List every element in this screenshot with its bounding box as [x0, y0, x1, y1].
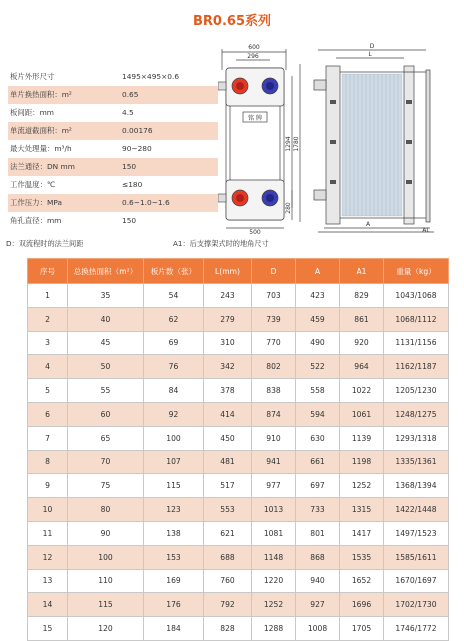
- table-row: [28, 498, 449, 522]
- table-cell: 75: [68, 474, 144, 498]
- table-cell: 76: [144, 355, 204, 379]
- spec-table-container: [27, 258, 448, 641]
- table-cell: 176: [144, 593, 204, 617]
- table-cell: 770: [252, 331, 296, 355]
- table-header-cell: D: [252, 259, 296, 284]
- table-header-cell: 板片数（张）: [144, 259, 204, 284]
- table-cell: 828: [204, 617, 252, 641]
- spec-label: 板片外形尺寸: [10, 72, 55, 81]
- table-cell: 630: [296, 426, 340, 450]
- table-cell: 1335/1361: [384, 450, 449, 474]
- table-cell: 15: [28, 617, 68, 641]
- table-row: [28, 426, 449, 450]
- table-cell: 40: [68, 307, 144, 331]
- note-d: D：双流程时的法兰间距: [6, 239, 84, 248]
- table-cell: 522: [296, 355, 340, 379]
- table-cell: 874: [252, 402, 296, 426]
- table-cell: 703: [252, 284, 296, 308]
- table-cell: 1061: [340, 402, 384, 426]
- spec-value: 150: [122, 216, 137, 225]
- table-cell: 868: [296, 545, 340, 569]
- table-cell: 733: [296, 498, 340, 522]
- table-cell: 153: [144, 545, 204, 569]
- spec-table: [27, 258, 449, 641]
- table-cell: 69: [144, 331, 204, 355]
- table-cell: 920: [340, 331, 384, 355]
- table-cell: 1139: [340, 426, 384, 450]
- spec-row: [8, 194, 218, 212]
- dim-1294: 1294: [285, 136, 292, 152]
- table-cell: 594: [296, 402, 340, 426]
- table-cell: 977: [252, 474, 296, 498]
- table-cell: 9: [28, 474, 68, 498]
- table-cell: 62: [144, 307, 204, 331]
- table-cell: 1198: [340, 450, 384, 474]
- table-cell: 107: [144, 450, 204, 474]
- table-cell: 11: [28, 521, 68, 545]
- table-cell: 1068/1112: [384, 307, 449, 331]
- table-cell: 55: [68, 379, 144, 403]
- spec-row: [8, 158, 218, 176]
- label-L: L: [368, 51, 372, 58]
- table-row: [28, 521, 449, 545]
- spec-value: 0.65: [122, 90, 139, 99]
- table-cell: 1702/1730: [384, 593, 449, 617]
- table-cell: 829: [340, 284, 384, 308]
- table-row: [28, 284, 449, 308]
- table-cell: 490: [296, 331, 340, 355]
- spec-value: ≤180: [122, 180, 143, 189]
- table-cell: 1008: [296, 617, 340, 641]
- table-cell: 14: [28, 593, 68, 617]
- spec-row: [8, 176, 218, 194]
- table-header-cell: 序号: [28, 259, 68, 284]
- table-cell: 1368/1394: [384, 474, 449, 498]
- nameplate-label: 铭 牌: [248, 115, 262, 122]
- table-cell: 1162/1187: [384, 355, 449, 379]
- table-cell: 169: [144, 569, 204, 593]
- table-cell: 115: [144, 474, 204, 498]
- table-cell: 378: [204, 379, 252, 403]
- plate-pack: [342, 74, 402, 216]
- table-cell: 964: [340, 355, 384, 379]
- spec-list: [8, 68, 218, 230]
- table-header-cell: A: [296, 259, 340, 284]
- table-cell: 243: [204, 284, 252, 308]
- table-cell: 12: [28, 545, 68, 569]
- table-cell: 1652: [340, 569, 384, 593]
- table-cell: 910: [252, 426, 296, 450]
- table-cell: 1081: [252, 521, 296, 545]
- table-cell: 84: [144, 379, 204, 403]
- spec-value: 0.00176: [122, 126, 153, 135]
- table-cell: 1696: [340, 593, 384, 617]
- spec-label: 角孔直径：mm: [10, 216, 62, 225]
- table-cell: 1043/1068: [384, 284, 449, 308]
- spec-label: 单片换热面积：m²: [10, 90, 72, 99]
- table-cell: 60: [68, 402, 144, 426]
- table-cell: 927: [296, 593, 340, 617]
- table-cell: 801: [296, 521, 340, 545]
- spec-value: 90~280: [122, 144, 152, 153]
- table-cell: 459: [296, 307, 340, 331]
- spec-label: 工作温度：℃: [10, 180, 56, 189]
- spec-label: 工作压力：MPa: [10, 198, 62, 207]
- table-header-cell: L(mm): [204, 259, 252, 284]
- table-cell: 342: [204, 355, 252, 379]
- table-cell: 414: [204, 402, 252, 426]
- note-a1: A1：后支撑架式时的地角尺寸: [173, 239, 269, 248]
- table-header-row: [28, 259, 449, 284]
- table-cell: 90: [68, 521, 144, 545]
- table-cell: 100: [144, 426, 204, 450]
- spec-row: [8, 122, 218, 140]
- table-header-cell: A1: [340, 259, 384, 284]
- page-title: BR0.65系列: [193, 14, 271, 29]
- table-cell: 1315: [340, 498, 384, 522]
- table-cell: 621: [204, 521, 252, 545]
- table-cell: 92: [144, 402, 204, 426]
- table-row: [28, 307, 449, 331]
- table-cell: 802: [252, 355, 296, 379]
- dim-296: 296: [247, 53, 259, 60]
- table-cell: 688: [204, 545, 252, 569]
- table-cell: 6: [28, 402, 68, 426]
- table-cell: 115: [68, 593, 144, 617]
- table-cell: 481: [204, 450, 252, 474]
- table-cell: 4: [28, 355, 68, 379]
- table-cell: 5: [28, 379, 68, 403]
- dim-280: 280: [285, 202, 292, 214]
- table-cell: 54: [144, 284, 204, 308]
- table-cell: 558: [296, 379, 340, 403]
- table-cell: 760: [204, 569, 252, 593]
- table-header-cell: 重量（kg）: [384, 259, 449, 284]
- table-cell: 1293/1318: [384, 426, 449, 450]
- table-cell: 739: [252, 307, 296, 331]
- table-cell: 8: [28, 450, 68, 474]
- table-cell: 3: [28, 331, 68, 355]
- table-cell: 1205/1230: [384, 379, 449, 403]
- table-cell: 123: [144, 498, 204, 522]
- table-row: [28, 569, 449, 593]
- table-header-cell: 总换热面积（m²）: [68, 259, 144, 284]
- spec-label: 法兰通径：DN mm: [10, 162, 75, 171]
- table-cell: 1705: [340, 617, 384, 641]
- table-cell: 861: [340, 307, 384, 331]
- dim-500: 500: [249, 229, 261, 234]
- table-cell: 941: [252, 450, 296, 474]
- spec-value: 4.5: [122, 108, 134, 117]
- spec-value: 0.6~1.0~1.6: [122, 198, 170, 207]
- table-cell: 661: [296, 450, 340, 474]
- table-cell: 100: [68, 545, 144, 569]
- table-cell: 35: [68, 284, 144, 308]
- table-cell: 792: [204, 593, 252, 617]
- table-cell: 279: [204, 307, 252, 331]
- table-row: [28, 593, 449, 617]
- table-cell: 310: [204, 331, 252, 355]
- table-cell: 184: [144, 617, 204, 641]
- table-cell: 697: [296, 474, 340, 498]
- table-cell: 1252: [340, 474, 384, 498]
- table-cell: 838: [252, 379, 296, 403]
- table-cell: 2: [28, 307, 68, 331]
- table-cell: 1: [28, 284, 68, 308]
- spec-value: 1495×495×0.6: [122, 72, 180, 81]
- table-row: [28, 355, 449, 379]
- table-cell: 120: [68, 617, 144, 641]
- table-cell: 65: [68, 426, 144, 450]
- dim-1780: 1780: [293, 136, 300, 152]
- spec-value: 150: [122, 162, 137, 171]
- table-cell: 1288: [252, 617, 296, 641]
- label-A: A: [365, 221, 371, 228]
- table-cell: 1220: [252, 569, 296, 593]
- table-cell: 940: [296, 569, 340, 593]
- spec-label: 板间距：mm: [10, 108, 54, 117]
- table-cell: 1131/1156: [384, 331, 449, 355]
- table-row: [28, 379, 449, 403]
- table-cell: 10: [28, 498, 68, 522]
- table-cell: 1746/1772: [384, 617, 449, 641]
- table-cell: 1585/1611: [384, 545, 449, 569]
- spec-row: [8, 140, 218, 158]
- table-cell: 110: [68, 569, 144, 593]
- table-cell: 1022: [340, 379, 384, 403]
- label-AL: AL: [422, 227, 430, 234]
- spec-label: 最大处理量：m³/h: [10, 144, 72, 153]
- table-cell: 1417: [340, 521, 384, 545]
- table-cell: 1422/1448: [384, 498, 449, 522]
- table-cell: 517: [204, 474, 252, 498]
- table-cell: 1248/1275: [384, 402, 449, 426]
- table-row: [28, 545, 449, 569]
- table-row: [28, 331, 449, 355]
- table-cell: 7: [28, 426, 68, 450]
- table-cell: 45: [68, 331, 144, 355]
- table-cell: 1013: [252, 498, 296, 522]
- technical-drawing: [218, 40, 458, 234]
- table-cell: 1497/1523: [384, 521, 449, 545]
- table-cell: 423: [296, 284, 340, 308]
- label-D: D: [369, 43, 375, 50]
- spec-row: [8, 68, 218, 86]
- spec-row: [8, 212, 218, 230]
- table-cell: 1670/1697: [384, 569, 449, 593]
- table-cell: 553: [204, 498, 252, 522]
- table-cell: 70: [68, 450, 144, 474]
- dim-600: 600: [248, 44, 260, 51]
- table-row: [28, 474, 449, 498]
- spec-label: 单流道截面积：m²: [10, 126, 72, 135]
- table-cell: 1535: [340, 545, 384, 569]
- spec-row: [8, 104, 218, 122]
- table-cell: 80: [68, 498, 144, 522]
- spec-row: [8, 86, 218, 104]
- table-row: [28, 450, 449, 474]
- table-cell: 450: [204, 426, 252, 450]
- table-row: [28, 402, 449, 426]
- table-row: [28, 617, 449, 641]
- table-cell: 1148: [252, 545, 296, 569]
- table-cell: 50: [68, 355, 144, 379]
- table-cell: 1252: [252, 593, 296, 617]
- table-body: [28, 284, 449, 641]
- table-cell: 138: [144, 521, 204, 545]
- table-cell: 13: [28, 569, 68, 593]
